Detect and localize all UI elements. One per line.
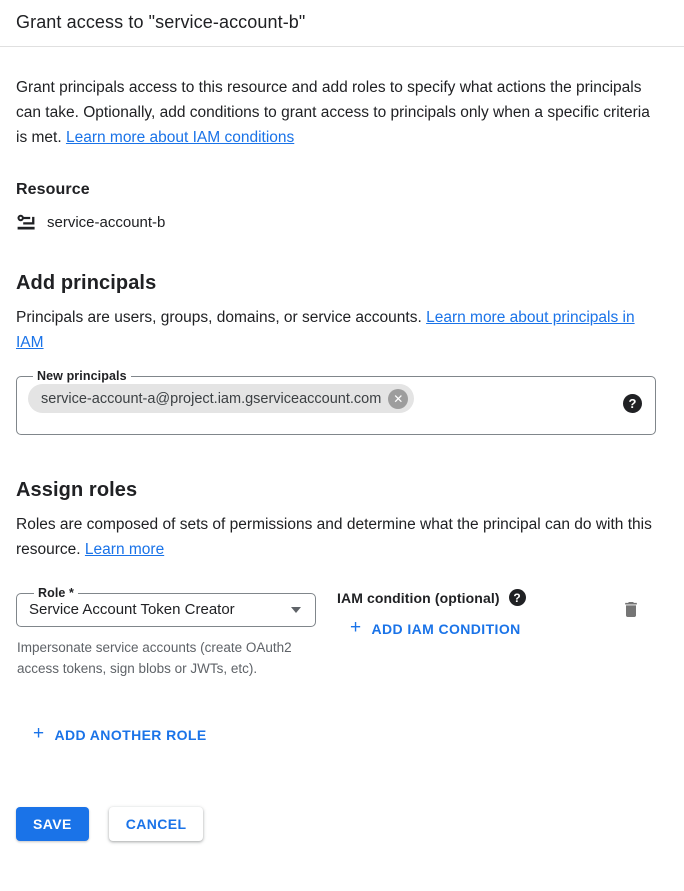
delete-role-button[interactable]: [621, 599, 641, 620]
iam-condition-column: [337, 586, 621, 639]
trash-icon: [621, 599, 641, 620]
role-selected-value: Service Account Token Creator: [29, 601, 235, 618]
new-principals-field[interactable]: [16, 369, 656, 435]
dropdown-arrow-icon: [291, 607, 301, 613]
role-helper-text: Impersonate service accounts (create OAuth2 access tokens, sign blobs or JWTs, etc).: [17, 640, 292, 676]
principals-description: [16, 305, 656, 355]
roles-learn-more-link[interactable]: Learn more: [84, 541, 165, 558]
intro-text: Grant principals access to this resource and add roles to specify what actions the principals can take. Optionally, add conditions to grant access to principals only when a specific criteria is met.: [16, 79, 650, 146]
resource-heading: Resource: [16, 181, 90, 198]
add-iam-condition-button[interactable]: [350, 619, 521, 638]
add-principals-heading: Add principals: [16, 272, 157, 294]
plus-icon: +: [33, 723, 45, 744]
plus-icon: +: [350, 617, 362, 638]
add-another-role-button[interactable]: [33, 725, 207, 744]
principals-help-icon[interactable]: ?: [623, 394, 642, 413]
dialog-content: [0, 75, 684, 841]
add-iam-condition-label: ADD IAM CONDITION: [371, 620, 521, 637]
iam-conditions-link[interactable]: Learn more about IAM conditions: [65, 129, 295, 146]
action-buttons: [16, 807, 656, 841]
principal-chip: [28, 384, 414, 413]
resource-row: [16, 213, 656, 232]
iam-condition-label: IAM condition (optional): [337, 589, 500, 606]
assign-roles-heading: Assign roles: [16, 479, 138, 501]
save-button[interactable]: SAVE: [16, 807, 89, 841]
role-column: [16, 586, 316, 679]
role-label: Role *: [38, 586, 75, 600]
chip-remove-icon[interactable]: ✕: [388, 389, 408, 409]
dialog-title: Grant access to "service-account-b": [16, 12, 306, 32]
add-another-role-label: ADD ANOTHER ROLE: [54, 726, 207, 743]
iam-condition-help-icon[interactable]: ?: [509, 589, 526, 606]
cancel-button[interactable]: CANCEL: [109, 807, 204, 841]
roles-description: [16, 512, 656, 562]
service-account-icon: [16, 213, 37, 232]
principal-chip-text: service-account-a@project.iam.gserviceaccount.com: [41, 390, 382, 407]
principals-description-text: Principals are users, groups, domains, or service accounts.: [16, 309, 427, 326]
role-select[interactable]: [16, 586, 316, 627]
role-row: [16, 586, 656, 679]
resource-name: service-account-b: [47, 214, 166, 231]
new-principals-label: New principals: [37, 369, 127, 383]
principals-learn-more-link[interactable]: Learn more about principals in IAM: [16, 309, 635, 351]
intro-paragraph: [16, 75, 656, 150]
roles-description-text: Roles are composed of sets of permissions and determine what the principal can do with this resource.: [16, 516, 652, 558]
dialog-header: [0, 0, 684, 47]
